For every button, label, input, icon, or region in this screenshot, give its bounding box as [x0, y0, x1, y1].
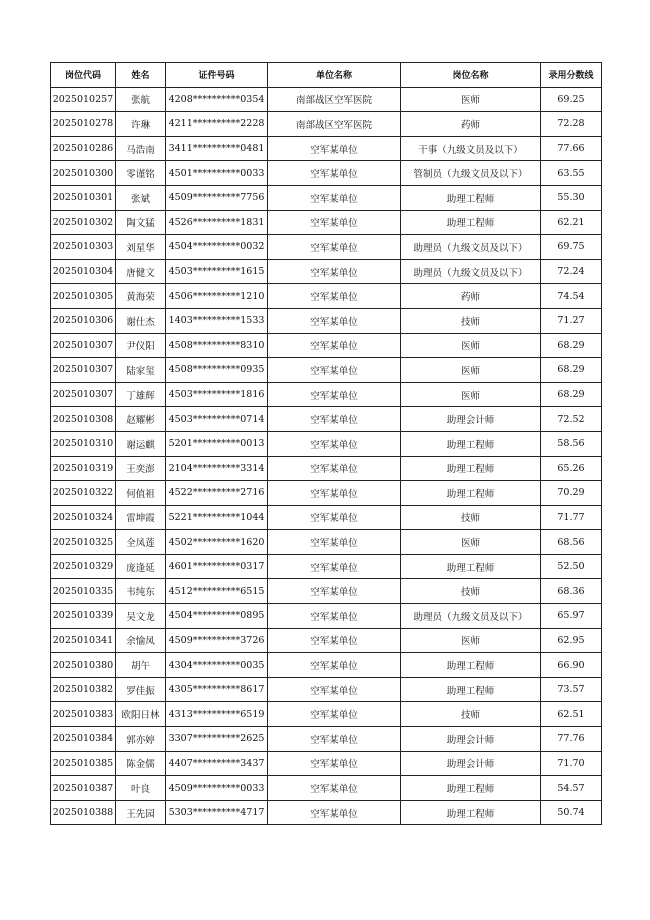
cell-post-code: 2025010304 — [51, 259, 116, 284]
cell-id-number: 4502**********1620 — [166, 530, 268, 555]
table-row — [51, 185, 602, 210]
cell-post-code: 2025010319 — [51, 456, 116, 481]
table-row — [51, 112, 602, 137]
cell-name: 王奕澎 — [116, 456, 166, 481]
cell-post-name: 助理工程师 — [401, 554, 541, 579]
table-row — [51, 431, 602, 456]
cell-id-number: 4504**********0895 — [166, 604, 268, 629]
cell-unit-name: 空军某单位 — [268, 333, 401, 358]
cell-name: 胡午 — [116, 653, 166, 678]
table-row — [51, 407, 602, 432]
cell-name: 陈金儒 — [116, 751, 166, 776]
cell-unit-name: 空军某单位 — [268, 677, 401, 702]
cell-post-code: 2025010306 — [51, 308, 116, 333]
cell-unit-name: 空军某单位 — [268, 481, 401, 506]
cell-post-code: 2025010383 — [51, 702, 116, 727]
cell-unit-name: 空军某单位 — [268, 161, 401, 186]
cell-unit-name: 空军某单位 — [268, 653, 401, 678]
cell-post-name: 医师 — [401, 382, 541, 407]
cell-post-name: 助理工程师 — [401, 210, 541, 235]
cell-score-line: 68.36 — [541, 579, 602, 604]
cell-score-line: 55.30 — [541, 185, 602, 210]
cell-post-code: 2025010257 — [51, 87, 116, 112]
cell-id-number: 4305**********8617 — [166, 677, 268, 702]
cell-unit-name: 空军某单位 — [268, 358, 401, 383]
cell-post-code: 2025010325 — [51, 530, 116, 555]
cell-id-number: 4503**********0714 — [166, 407, 268, 432]
cell-post-name: 助理员（九级文员及以下） — [401, 604, 541, 629]
cell-score-line: 62.95 — [541, 628, 602, 653]
cell-post-code: 2025010385 — [51, 751, 116, 776]
cell-id-number: 4512**********6515 — [166, 579, 268, 604]
cell-unit-name: 空军某单位 — [268, 604, 401, 629]
cell-name: 全凤莲 — [116, 530, 166, 555]
cell-post-code: 2025010341 — [51, 628, 116, 653]
cell-score-line: 54.57 — [541, 776, 602, 801]
cell-post-code: 2025010388 — [51, 800, 116, 825]
cell-post-name: 医师 — [401, 333, 541, 358]
table-row — [51, 653, 602, 678]
cell-post-name: 干事（九级文员及以下） — [401, 136, 541, 161]
cell-post-code: 2025010322 — [51, 481, 116, 506]
cell-score-line: 66.90 — [541, 653, 602, 678]
cell-post-name: 技师 — [401, 579, 541, 604]
cell-post-code: 2025010307 — [51, 333, 116, 358]
cell-unit-name: 空军某单位 — [268, 800, 401, 825]
table-row — [51, 308, 602, 333]
cell-id-number: 4407**********3437 — [166, 751, 268, 776]
cell-name: 庞逢延 — [116, 554, 166, 579]
table-row — [51, 702, 602, 727]
cell-post-name: 助理会计师 — [401, 407, 541, 432]
cell-unit-name: 空军某单位 — [268, 727, 401, 752]
table-row — [51, 87, 602, 112]
cell-post-name: 医师 — [401, 87, 541, 112]
table-row — [51, 210, 602, 235]
cell-post-code: 2025010310 — [51, 431, 116, 456]
cell-post-code: 2025010335 — [51, 579, 116, 604]
cell-post-name: 助理工程师 — [401, 431, 541, 456]
table-row — [51, 358, 602, 383]
cell-id-number: 4304**********0035 — [166, 653, 268, 678]
cell-name: 张斌 — [116, 185, 166, 210]
cell-unit-name: 空军某单位 — [268, 776, 401, 801]
cell-unit-name: 空军某单位 — [268, 382, 401, 407]
cell-name: 尹仪阳 — [116, 333, 166, 358]
table-row — [51, 800, 602, 825]
table-row — [51, 727, 602, 752]
cell-score-line: 71.77 — [541, 505, 602, 530]
cell-id-number: 4501**********0033 — [166, 161, 268, 186]
cell-id-number: 4526**********1831 — [166, 210, 268, 235]
cell-post-name: 助理员（九级文员及以下） — [401, 235, 541, 260]
table-body — [51, 87, 602, 825]
cell-post-code: 2025010308 — [51, 407, 116, 432]
cell-name: 王先园 — [116, 800, 166, 825]
cell-unit-name: 空军某单位 — [268, 505, 401, 530]
cell-post-name: 医师 — [401, 530, 541, 555]
cell-score-line: 68.29 — [541, 358, 602, 383]
cell-name: 赵耀彬 — [116, 407, 166, 432]
cell-unit-name: 空军某单位 — [268, 628, 401, 653]
cell-post-code: 2025010307 — [51, 358, 116, 383]
cell-name: 罗佳振 — [116, 677, 166, 702]
cell-post-code: 2025010339 — [51, 604, 116, 629]
table-row — [51, 481, 602, 506]
cell-unit-name: 空军某单位 — [268, 530, 401, 555]
header-post-name: 岗位名称 — [401, 63, 541, 88]
cell-id-number: 4522**********2716 — [166, 481, 268, 506]
cell-name: 叶良 — [116, 776, 166, 801]
cell-unit-name: 空军某单位 — [268, 407, 401, 432]
admission-score-table — [50, 62, 602, 825]
cell-unit-name: 空军某单位 — [268, 308, 401, 333]
cell-name: 韦纯东 — [116, 579, 166, 604]
cell-post-code: 2025010301 — [51, 185, 116, 210]
cell-unit-name: 空军某单位 — [268, 431, 401, 456]
cell-id-number: 2104**********3314 — [166, 456, 268, 481]
header-row — [51, 63, 602, 88]
cell-id-number: 4506**********1210 — [166, 284, 268, 309]
cell-score-line: 68.29 — [541, 382, 602, 407]
cell-post-name: 药师 — [401, 112, 541, 137]
cell-id-number: 4313**********6519 — [166, 702, 268, 727]
table-row — [51, 751, 602, 776]
cell-post-code: 2025010384 — [51, 727, 116, 752]
cell-score-line: 58.56 — [541, 431, 602, 456]
cell-name: 零谨铭 — [116, 161, 166, 186]
cell-name: 雷坤霞 — [116, 505, 166, 530]
table-row — [51, 628, 602, 653]
cell-id-number: 4211**********2228 — [166, 112, 268, 137]
cell-unit-name: 空军某单位 — [268, 136, 401, 161]
cell-name: 陆家玺 — [116, 358, 166, 383]
table-row — [51, 505, 602, 530]
cell-name: 黄海荣 — [116, 284, 166, 309]
cell-post-code: 2025010303 — [51, 235, 116, 260]
cell-name: 张航 — [116, 87, 166, 112]
cell-unit-name: 空军某单位 — [268, 702, 401, 727]
cell-post-name: 助理工程师 — [401, 481, 541, 506]
cell-score-line: 72.52 — [541, 407, 602, 432]
cell-id-number: 4503**********1816 — [166, 382, 268, 407]
cell-id-number: 4509**********0033 — [166, 776, 268, 801]
table-row — [51, 259, 602, 284]
cell-id-number: 5221**********1044 — [166, 505, 268, 530]
cell-id-number: 3411**********0481 — [166, 136, 268, 161]
cell-id-number: 4601**********0317 — [166, 554, 268, 579]
cell-score-line: 72.28 — [541, 112, 602, 137]
cell-post-code: 2025010382 — [51, 677, 116, 702]
cell-post-name: 医师 — [401, 358, 541, 383]
cell-unit-name: 南部战区空军医院 — [268, 112, 401, 137]
cell-post-code: 2025010329 — [51, 554, 116, 579]
table-row — [51, 333, 602, 358]
cell-score-line: 62.51 — [541, 702, 602, 727]
cell-score-line: 77.76 — [541, 727, 602, 752]
cell-name: 丁雄辉 — [116, 382, 166, 407]
cell-name: 刘星华 — [116, 235, 166, 260]
cell-post-code: 2025010380 — [51, 653, 116, 678]
cell-post-code: 2025010286 — [51, 136, 116, 161]
cell-name: 许琳 — [116, 112, 166, 137]
cell-post-name: 助理工程师 — [401, 800, 541, 825]
table-row — [51, 136, 602, 161]
cell-name: 郭亦婷 — [116, 727, 166, 752]
table-row — [51, 530, 602, 555]
cell-score-line: 50.74 — [541, 800, 602, 825]
header-score-line: 录用分数线 — [541, 63, 602, 88]
cell-post-name: 管制员（九级文员及以下） — [401, 161, 541, 186]
cell-unit-name: 空军某单位 — [268, 456, 401, 481]
cell-post-name: 助理工程师 — [401, 677, 541, 702]
cell-score-line: 62.21 — [541, 210, 602, 235]
cell-name: 何值祖 — [116, 481, 166, 506]
table-row — [51, 579, 602, 604]
cell-post-code: 2025010387 — [51, 776, 116, 801]
cell-score-line: 77.66 — [541, 136, 602, 161]
cell-id-number: 4509**********3726 — [166, 628, 268, 653]
cell-id-number: 4504**********0032 — [166, 235, 268, 260]
cell-score-line: 73.57 — [541, 677, 602, 702]
cell-unit-name: 空军某单位 — [268, 259, 401, 284]
table-row — [51, 776, 602, 801]
cell-post-name: 技师 — [401, 505, 541, 530]
table-row — [51, 456, 602, 481]
cell-name: 谢仕杰 — [116, 308, 166, 333]
cell-post-name: 助理会计师 — [401, 751, 541, 776]
table-row — [51, 161, 602, 186]
cell-post-name: 助理会计师 — [401, 727, 541, 752]
cell-score-line: 71.70 — [541, 751, 602, 776]
cell-score-line: 63.55 — [541, 161, 602, 186]
cell-id-number: 4503**********1615 — [166, 259, 268, 284]
cell-id-number: 5303**********4717 — [166, 800, 268, 825]
cell-score-line: 70.29 — [541, 481, 602, 506]
cell-score-line: 71.27 — [541, 308, 602, 333]
cell-score-line: 68.56 — [541, 530, 602, 555]
cell-score-line: 74.54 — [541, 284, 602, 309]
cell-score-line: 68.29 — [541, 333, 602, 358]
cell-id-number: 5201**********0013 — [166, 431, 268, 456]
cell-unit-name: 空军某单位 — [268, 210, 401, 235]
header-name: 姓名 — [116, 63, 166, 88]
header-unit-name: 单位名称 — [268, 63, 401, 88]
table-row — [51, 235, 602, 260]
cell-unit-name: 空军某单位 — [268, 751, 401, 776]
cell-unit-name: 空军某单位 — [268, 235, 401, 260]
cell-post-code: 2025010324 — [51, 505, 116, 530]
cell-post-name: 助理工程师 — [401, 653, 541, 678]
cell-id-number: 4208**********0354 — [166, 87, 268, 112]
cell-unit-name: 空军某单位 — [268, 554, 401, 579]
table-header — [51, 63, 602, 88]
cell-unit-name: 空军某单位 — [268, 284, 401, 309]
table-row — [51, 554, 602, 579]
cell-unit-name: 空军某单位 — [268, 579, 401, 604]
cell-id-number: 4509**********7756 — [166, 185, 268, 210]
cell-score-line: 72.24 — [541, 259, 602, 284]
table-row — [51, 284, 602, 309]
cell-post-name: 技师 — [401, 308, 541, 333]
cell-name: 陶文猛 — [116, 210, 166, 235]
cell-score-line: 69.25 — [541, 87, 602, 112]
cell-post-code: 2025010278 — [51, 112, 116, 137]
table-row — [51, 677, 602, 702]
cell-name: 唐健文 — [116, 259, 166, 284]
cell-post-name: 助理工程师 — [401, 456, 541, 481]
cell-post-name: 药师 — [401, 284, 541, 309]
cell-post-code: 2025010302 — [51, 210, 116, 235]
cell-unit-name: 空军某单位 — [268, 185, 401, 210]
cell-post-name: 医师 — [401, 628, 541, 653]
cell-post-code: 2025010305 — [51, 284, 116, 309]
cell-post-name: 助理员（九级文员及以下） — [401, 259, 541, 284]
cell-score-line: 52.50 — [541, 554, 602, 579]
cell-unit-name: 南部战区空军医院 — [268, 87, 401, 112]
cell-post-name: 助理工程师 — [401, 185, 541, 210]
cell-id-number: 1403**********1533 — [166, 308, 268, 333]
cell-score-line: 65.97 — [541, 604, 602, 629]
cell-score-line: 69.75 — [541, 235, 602, 260]
cell-id-number: 4508**********8310 — [166, 333, 268, 358]
cell-name: 欧阳日林 — [116, 702, 166, 727]
cell-post-name: 技师 — [401, 702, 541, 727]
cell-post-name: 助理工程师 — [401, 776, 541, 801]
cell-name: 谢运麒 — [116, 431, 166, 456]
cell-name: 余愉凤 — [116, 628, 166, 653]
cell-id-number: 3307**********2625 — [166, 727, 268, 752]
table-row — [51, 604, 602, 629]
cell-score-line: 65.26 — [541, 456, 602, 481]
cell-name: 马浩南 — [116, 136, 166, 161]
cell-post-code: 2025010300 — [51, 161, 116, 186]
header-id-number: 证件号码 — [166, 63, 268, 88]
cell-id-number: 4508**********0935 — [166, 358, 268, 383]
header-post-code: 岗位代码 — [51, 63, 116, 88]
cell-name: 吴文龙 — [116, 604, 166, 629]
cell-post-code: 2025010307 — [51, 382, 116, 407]
table-row — [51, 382, 602, 407]
